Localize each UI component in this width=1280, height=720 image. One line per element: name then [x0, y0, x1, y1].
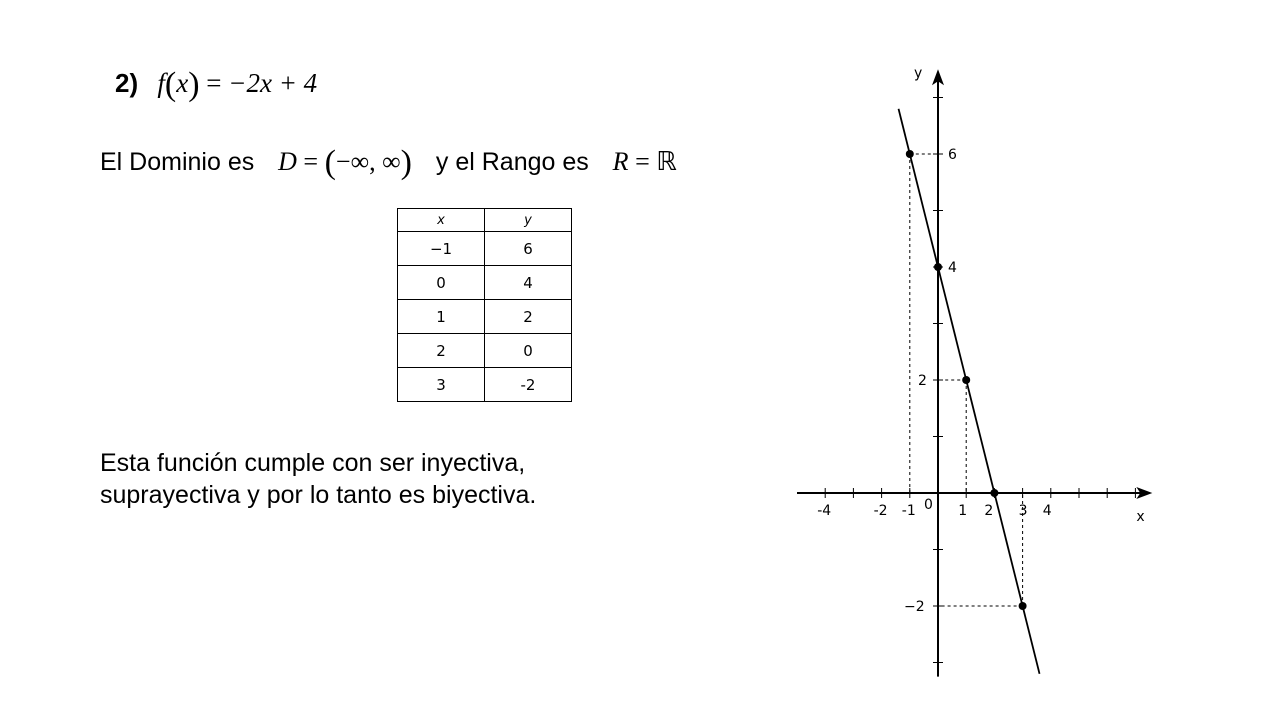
domain-range-statement [100, 144, 677, 182]
table-row [398, 334, 572, 368]
x-tick-label: 3 [1018, 503, 1028, 519]
data-point [1019, 602, 1027, 610]
x-tick-label: 0 [924, 497, 933, 513]
problem-title [115, 66, 317, 104]
function-name: f [157, 68, 165, 98]
domain-text: El Dominio es [100, 148, 255, 176]
domain-value: −∞, ∞ [335, 147, 401, 176]
function-line-path [899, 109, 1040, 674]
table-cell-x: 1 [398, 300, 485, 334]
data-point [934, 263, 942, 271]
table-header-row [398, 209, 572, 232]
x-axis-label: x [1136, 509, 1145, 525]
range-value: ℝ [656, 147, 677, 176]
conclusion-line-2: suprayectiva y por lo tanto es biyectiva. [100, 481, 537, 509]
values-table [397, 208, 572, 402]
domain-symbol: D [278, 147, 297, 176]
function-definition: f(x) = −2x + 4 [157, 66, 318, 103]
x-tick-label: -1 [901, 503, 916, 519]
table-cell-y: -2 [485, 368, 572, 402]
table-cell-y: 0 [485, 334, 572, 368]
y-axis-label: y [914, 65, 923, 82]
table-cell-y: 6 [485, 232, 572, 266]
function-graph [790, 55, 1180, 695]
range-symbol: R [612, 147, 629, 176]
y-tick-label: 4 [948, 260, 957, 276]
x-tick-label: 2 [984, 503, 994, 519]
conclusion-line-1: Esta función cumple con ser inyectiva, [100, 449, 526, 477]
table-cell-x: 2 [398, 334, 485, 368]
table-cell-x: −1 [398, 232, 485, 266]
problem-number: 2) [115, 68, 139, 98]
data-point [906, 150, 914, 158]
function-expression: −2x + 4 [228, 68, 318, 98]
table-cell-y: 4 [485, 266, 572, 300]
table-cell-x: 0 [398, 266, 485, 300]
domain-formula: D = (−∞, ∞) [278, 144, 412, 181]
equals-sign: = [206, 68, 222, 98]
function-line [899, 109, 1040, 674]
x-tick-label: -2 [873, 503, 888, 519]
table-header-x: x [398, 209, 485, 232]
x-tick-label: 1 [958, 503, 968, 519]
table-row [398, 300, 572, 334]
tick-labels [817, 65, 1144, 615]
x-tick-label: -4 [817, 503, 832, 519]
y-tick-label: 6 [948, 147, 957, 163]
y-tick-label: −2 [904, 599, 925, 615]
data-point [962, 376, 970, 384]
table-row [398, 266, 572, 300]
table-row [398, 232, 572, 266]
x-tick-label: 4 [1042, 503, 1052, 519]
range-formula: R = ℝ [612, 147, 677, 176]
axes [797, 69, 1152, 676]
table-header-y: y [485, 209, 572, 232]
table-cell-x: 3 [398, 368, 485, 402]
conclusion-text [100, 447, 660, 511]
y-tick-label: 2 [918, 373, 927, 389]
table-cell-y: 2 [485, 300, 572, 334]
data-point [990, 489, 998, 497]
function-variable: x [176, 68, 189, 98]
table-row [398, 368, 572, 402]
tick-marks [825, 98, 1135, 663]
range-text: y el Rango es [435, 148, 589, 176]
